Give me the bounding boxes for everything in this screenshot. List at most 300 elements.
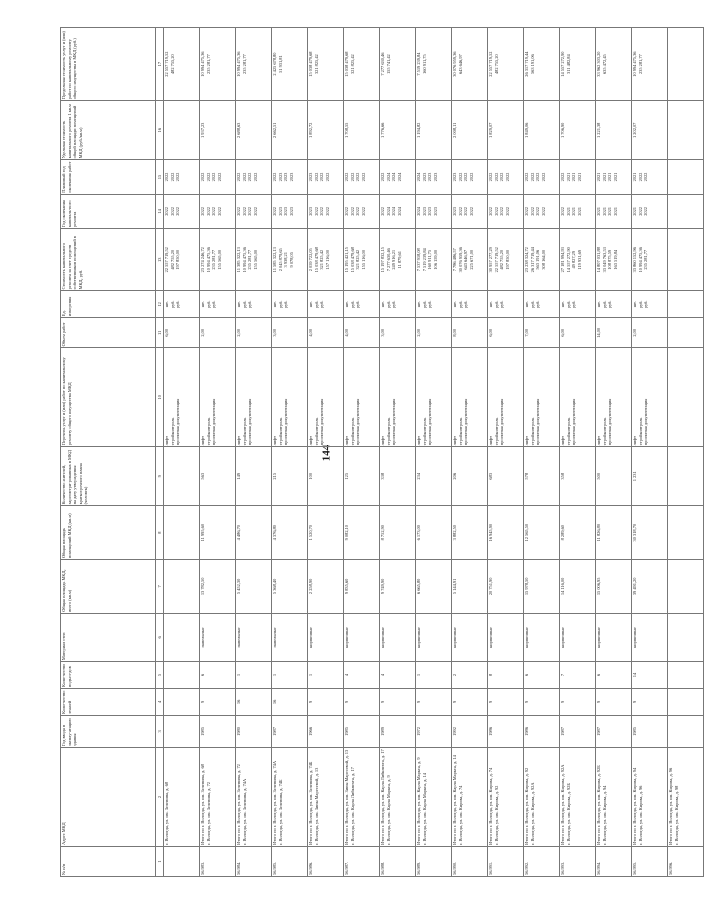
works-list-line: проектная документация	[607, 398, 612, 446]
years-list-line: 2023	[432, 207, 438, 216]
address-cell	[200, 748, 236, 847]
works-list-line: стройконтроль	[241, 417, 247, 446]
works-list	[164, 348, 200, 447]
works-list-line: проектная документация	[175, 398, 180, 446]
costs-list	[668, 229, 704, 291]
works-list-line: проектная документация	[211, 398, 216, 446]
units-list-line: руб.	[535, 300, 540, 309]
plan-years-list	[668, 160, 704, 194]
floors: 9	[524, 688, 560, 715]
column-index: 4	[156, 688, 164, 715]
floors	[668, 688, 704, 715]
plan-years-list-line: 2024	[391, 172, 396, 182]
table-row	[560, 28, 596, 877]
years-list-line: 2022	[169, 207, 175, 216]
limit-list-line: 14 557 272,90	[560, 51, 565, 77]
years-list-line: 2024	[396, 207, 402, 216]
plan-years-list	[200, 160, 236, 194]
wall-material	[164, 613, 200, 661]
works-list	[380, 348, 416, 447]
limit-list-line: 22 557 719,52	[488, 51, 493, 77]
entrances: 8	[488, 662, 524, 689]
plan-years-list-line: 2022	[247, 172, 252, 182]
address-cell	[632, 748, 668, 847]
entrances	[668, 662, 704, 689]
address-cell-line: г. Вологда, ул. им. Кирова, д. 92Б	[565, 783, 571, 845]
limit-list	[668, 28, 704, 101]
units-list-line: руб.	[283, 300, 288, 309]
address-cell-line: г. Вологда, ул. им. Зины Маресевой, д. 13	[313, 767, 319, 845]
plan-years-list-line: 2022	[529, 172, 535, 182]
limit-list-line: 635 472,45	[601, 54, 607, 75]
costs-list-line: 22 557 719,52	[164, 247, 169, 273]
limit-list-line: 30 076 959,36	[452, 51, 457, 77]
units-list-line: руб.	[463, 300, 468, 309]
limit-list-line: 7 519 239,84	[416, 52, 421, 76]
units-list-line: шт.	[488, 301, 493, 308]
costs-list-line: 11 585 322,13	[272, 247, 277, 273]
floors	[164, 688, 200, 715]
row-number: 56.993.	[560, 846, 596, 876]
works-list-line: лифт	[308, 435, 313, 446]
work-volume: 8,00	[452, 318, 488, 348]
table-row	[596, 28, 632, 877]
row-number: 56.984.	[236, 846, 272, 876]
limit-list	[416, 28, 452, 101]
years-list-line: 2022	[355, 207, 360, 216]
plan-years-list-line: 2022	[313, 172, 319, 182]
table-row	[416, 28, 452, 877]
table-row	[200, 28, 236, 877]
plan-years-list	[524, 160, 560, 194]
units-list-line: шт.	[452, 301, 457, 308]
address-cell-line: Итого по г. Вологда, ул. им. Кирова, д. 94	[632, 767, 637, 845]
column-index: 14	[156, 194, 164, 228]
rooms-area: 4 376,80	[272, 506, 308, 560]
works-list	[632, 348, 668, 447]
floors: 9	[200, 688, 236, 715]
years-list	[524, 194, 560, 228]
address-cell-line: Итого по г. Вологда, ул. им. Зеленина, д. 68	[200, 764, 205, 845]
years-list-line: 2022	[205, 207, 211, 216]
limit-list-line: 482 755,20	[493, 54, 499, 75]
unit-cost	[164, 101, 200, 160]
costs-list-line: 157 116,00	[324, 249, 330, 270]
years-list-line: 2022	[524, 207, 529, 216]
plan-years-list-line: 2022	[200, 172, 205, 182]
floors: 9	[488, 688, 524, 715]
costs-list-line: 155 565,00	[216, 249, 222, 270]
column-header: Удельная стоимость капитального ремонта 1 кв.м общей площади помещений МКД (руб./кв.м)	[61, 101, 156, 160]
unit-cost	[668, 101, 704, 160]
years-list-line: 2022	[349, 207, 355, 216]
work-volume: 3,00	[272, 318, 308, 348]
years-list-line: 2023	[452, 207, 457, 216]
years-list-line: 2022	[463, 207, 468, 216]
years-list-line: 2024	[385, 207, 391, 216]
unit-cost: 1 849,06	[524, 101, 560, 160]
column-index: 5	[156, 662, 164, 689]
works-list-line: проектная документация	[499, 398, 504, 446]
work-volume: 6,00	[164, 318, 200, 348]
years-list-line: 2021	[601, 207, 607, 216]
units-list	[236, 291, 272, 318]
units-list-line: руб.	[571, 300, 576, 309]
total-area: 5 144,91	[452, 560, 488, 614]
years-list-line: 2022	[488, 207, 493, 216]
year-built: 1987	[272, 715, 308, 747]
floors: 9	[596, 688, 632, 715]
rooms-area: 8 289,60	[560, 506, 596, 560]
costs-list-line: 22 557 719,52	[493, 247, 499, 273]
unit-cost: 1 194,82	[416, 101, 452, 160]
works-list-line: стройконтроль	[313, 417, 319, 446]
limit-list	[272, 28, 308, 101]
year-built	[164, 715, 200, 747]
unit-cost: 2 688,63	[236, 101, 272, 160]
limit-list-line: 321 825,42	[349, 54, 355, 75]
column-header: Адрес МКД	[61, 748, 156, 847]
units-list-line: руб.	[499, 300, 504, 309]
rooms-area	[164, 506, 200, 560]
units-list-line: шт.	[236, 301, 241, 308]
plan-years-list-line: 2021	[596, 172, 601, 182]
works-list	[200, 348, 236, 447]
residents	[668, 447, 704, 506]
table-row	[308, 28, 344, 877]
address-cell-line: Итого по г. Вологда, ул. им. Карла Либкнехта, д. 17	[380, 749, 385, 845]
wall-material: панельные	[200, 613, 236, 661]
total-area: 15 978,50	[524, 560, 560, 614]
entrances: 1	[236, 662, 272, 689]
entrances: 4	[344, 662, 380, 689]
table-row	[524, 28, 560, 877]
plan-years-list-line: 2021	[601, 172, 607, 182]
address-cell-line: Итого по г. Вологда, ул. им. Зеленина, д. 72	[236, 764, 241, 845]
costs-list	[632, 229, 668, 291]
costs-list-line: 15 195 421,15	[344, 247, 349, 273]
units-list-line: шт.	[596, 301, 601, 308]
entrances: 6	[524, 662, 560, 689]
units-list-line: руб.	[205, 300, 211, 309]
unit-cost: 1 829,07	[488, 101, 524, 160]
costs-list	[344, 229, 380, 291]
plan-years-list-line: 2024	[396, 172, 402, 182]
table-row	[344, 28, 380, 877]
years-list-line: 2021	[565, 207, 571, 216]
costs-list-line: 26 317 719,44	[529, 247, 535, 273]
plan-years-list-line: 2023	[308, 172, 313, 182]
works-list-line: проектная документация	[643, 398, 648, 446]
work-volume: 6,00	[488, 318, 524, 348]
plan-years-list-line: 2023	[283, 172, 288, 182]
costs-list-line: 30 076 959,36	[457, 247, 463, 273]
plan-years-list	[416, 160, 452, 194]
years-list-line: 2022	[344, 207, 349, 216]
costs-list-line: 10 994 475,36	[637, 247, 643, 273]
entrances: 1	[416, 662, 452, 689]
limit-list-line: 321 825,42	[313, 54, 319, 75]
row-number: 56.987.	[344, 846, 380, 876]
years-list-line: 2022	[200, 207, 205, 216]
unit-cost: 1 202,07	[632, 101, 668, 160]
table-row	[668, 28, 704, 877]
residents: 1 231	[632, 447, 668, 506]
plan-years-list-line: 2022	[205, 172, 211, 182]
wall-material	[668, 613, 704, 661]
units-list-line: руб.	[565, 300, 571, 309]
costs-list-line: 3 938,21	[283, 252, 288, 268]
wall-material: кирпичные	[596, 613, 632, 661]
plan-years-list-line: 2023	[452, 172, 457, 182]
wall-material: кирпичные	[308, 613, 344, 661]
units-list-line: руб.	[457, 300, 463, 309]
floors: 9	[452, 688, 488, 715]
limit-list-line: 643 646,97	[457, 54, 463, 75]
units-list-line: руб.	[211, 300, 216, 309]
works-list	[308, 348, 344, 447]
works-list-line: стройконтроль	[493, 417, 499, 446]
costs-list-line: 7 537 918,08	[416, 248, 421, 272]
column-header: Количество жителей, зарегистри-рованных в МКД на дату утверждения краткосрочного плана (человек)	[61, 447, 156, 506]
costs-list-line: 235 281,77	[643, 249, 648, 270]
years-list	[308, 194, 344, 228]
table-row	[236, 28, 272, 877]
limit-list-line: 235 281,77	[637, 54, 643, 75]
plan-years-list-line: 2022	[643, 172, 648, 182]
plan-years-list-line: 2022	[463, 172, 468, 182]
address-cell-line: Итого по г. Вологда, ул. им. Карла Маркса, д. 14	[452, 755, 457, 845]
costs-list-line: 321 825,42	[355, 249, 360, 270]
works-list-line: стройконтроль	[421, 417, 427, 446]
entrances: 6	[200, 662, 236, 689]
limit-list-line: 51 931,81	[277, 55, 283, 73]
wall-material: кирпичные	[344, 613, 380, 661]
years-list	[200, 194, 236, 228]
column-index: 6	[156, 613, 164, 661]
wall-material: кирпичные	[632, 613, 668, 661]
costs-list-line: 197 850,00	[504, 249, 510, 270]
works-list-line: лифт	[272, 435, 277, 446]
residents: 125	[344, 447, 380, 506]
limit-list-line: 10 994 475,36	[236, 51, 241, 77]
plan-years-list-line: 2022	[560, 172, 565, 182]
works-list-line: стройконтроль	[529, 417, 535, 446]
costs-list-line: 9 078,05	[288, 252, 294, 268]
works-list-line: проектная документация	[571, 398, 576, 446]
year-built: 1985	[632, 715, 668, 747]
table-row	[452, 28, 488, 877]
plan-years-list-line: 2021	[607, 172, 612, 182]
unit-cost: 1 708,55	[344, 101, 380, 160]
address-cell	[380, 748, 416, 847]
limit-list	[236, 28, 272, 101]
limit-list-line: 311 482,84	[565, 54, 571, 74]
years-list-line: 2021	[571, 207, 576, 216]
plan-years-list-line: 2023	[432, 172, 438, 182]
costs-list-line: 11 385 322,13	[236, 247, 241, 273]
residents: 100	[308, 447, 344, 506]
units-list-line: руб.	[169, 300, 175, 309]
works-list-line: стройконтроль	[385, 417, 391, 446]
work-volume: 6,00	[560, 318, 596, 348]
units-list-line: руб.	[385, 300, 391, 309]
address-cell-line: г. Вологда, ул. им. Зеленина, д. 68	[164, 781, 169, 845]
plan-years-list-line: 2022	[216, 172, 222, 182]
years-list-line: 2022	[247, 207, 252, 216]
costs-list-line: 163 519,84	[612, 249, 618, 270]
years-list-line: 2022	[504, 207, 510, 216]
plan-years-list-line: 2024	[385, 172, 391, 182]
years-list-line: 2021	[576, 207, 582, 216]
years-list-line: 2022	[175, 207, 180, 216]
work-volume	[668, 318, 704, 348]
row-number	[164, 846, 200, 876]
costs-list-line: 482 755,20	[499, 249, 504, 270]
address-cell	[416, 748, 452, 847]
row-number: 56.989.	[416, 846, 452, 876]
units-list	[164, 291, 200, 318]
costs-list-line: 7 277 630,46	[385, 248, 391, 272]
address-cell-line: г. Вологда, ул. им. Кирова, д. 92	[493, 785, 499, 845]
costs-list-line: 643 646,97	[463, 249, 468, 270]
units-list-line: руб.	[607, 300, 612, 309]
units-list-line: руб.	[601, 300, 607, 309]
costs-list-line: 15 038 479,68	[313, 247, 319, 273]
rooms-area: 11 995,60	[200, 506, 236, 560]
years-list-line: 2023	[427, 207, 432, 216]
address-cell-line: г. Вологда, ул. им. Кирова, д. 94	[601, 785, 607, 845]
works-list-line: проектная документация	[463, 398, 468, 446]
limit-list	[164, 28, 200, 101]
address-cell	[452, 748, 488, 847]
units-list	[596, 291, 632, 318]
limit-list-line: 15 038 479,68	[344, 51, 349, 77]
years-list-line: 2022	[499, 207, 504, 216]
units-list	[452, 291, 488, 318]
works-list-line: проектная документация	[355, 398, 360, 446]
years-list-line: 2023	[277, 207, 283, 216]
total-area: 13 782,50	[200, 560, 236, 614]
limit-list-line: 235 281,77	[205, 54, 211, 75]
years-list-line: 2022	[164, 207, 169, 216]
units-list-line: руб.	[247, 300, 252, 309]
column-header: Общая площадь помещений МКД (кв.м)	[61, 506, 156, 560]
residents: 234	[416, 447, 452, 506]
costs-list	[452, 229, 488, 291]
total-area: 20 751,90	[488, 560, 524, 614]
units-list-line: руб.	[427, 300, 432, 309]
entrances: 2	[452, 662, 488, 689]
plan-years-list-line: 2022	[540, 172, 546, 182]
years-list-line: 2022	[540, 207, 546, 216]
years-list-line: 2024	[391, 207, 396, 216]
column-header: Год ввода в эксплу-атацию здания	[61, 715, 156, 747]
plan-years-list	[164, 160, 200, 194]
address-cell-line: г. Вологда, ул. им. Кирова, д. 98	[673, 785, 679, 845]
wall-material: кирпичные	[488, 613, 524, 661]
limit-list-line: 563 191,06	[529, 54, 535, 75]
costs-list-line: 7 519 239,84	[421, 248, 427, 272]
works-list	[236, 348, 272, 447]
units-list	[524, 291, 560, 318]
costs-list-line: 119 931,69	[576, 249, 582, 270]
costs-list	[488, 229, 524, 291]
wall-material: панельные	[236, 613, 272, 661]
plan-years-list	[488, 160, 524, 194]
limit-list-line: 482 755,20	[169, 54, 175, 75]
unit-cost: 1 776,66	[380, 101, 416, 160]
plan-years-list-line: 2022	[360, 172, 366, 182]
costs-list-line: 155 565,00	[252, 249, 258, 270]
years-list-line: 2022	[643, 207, 648, 216]
wall-material: кирпичные	[560, 613, 596, 661]
year-built: 1987	[560, 715, 596, 747]
costs-list-line: 11 879,61	[396, 251, 402, 269]
plan-years-list-line: 2022	[169, 172, 175, 182]
limit-list-line: 235 281,77	[241, 54, 247, 75]
row-number: 56.996.	[668, 846, 704, 876]
rotated-page	[60, 27, 679, 877]
column-index: 12	[156, 291, 164, 318]
costs-list-line: 197 850,00	[175, 249, 180, 270]
years-list-line: 2021	[612, 207, 618, 216]
works-list-line: проектная документация	[247, 398, 252, 446]
limit-list	[524, 28, 560, 101]
page-number-text: 144	[320, 444, 332, 461]
plan-years-list-line: 2022	[344, 172, 349, 182]
plan-years-list-line: 2022	[637, 172, 643, 182]
table-body	[164, 28, 704, 877]
years-list	[632, 194, 668, 228]
units-list	[488, 291, 524, 318]
entrances: 7	[560, 662, 596, 689]
units-list	[416, 291, 452, 318]
years-list-line: 2021	[596, 207, 601, 216]
row-number: 56.983.	[200, 846, 236, 876]
year-built: 1972	[416, 715, 452, 747]
years-list-line: 2022	[529, 207, 535, 216]
floors: 9	[560, 688, 596, 715]
plan-years-list-line: 2022	[319, 172, 324, 182]
address-cell-line: г. Вологда, ул. им. Кирова, д. 74	[457, 785, 463, 845]
year-built: 1989	[380, 715, 416, 747]
costs-list	[236, 229, 272, 291]
years-list-line: 2022	[216, 207, 222, 216]
floors: 9	[380, 688, 416, 715]
costs-list	[560, 229, 596, 291]
years-list-line: 2021	[632, 207, 637, 216]
address-cell-line: Итого по г. Вологда, ул. им. Кирова, д. 92Б	[596, 765, 601, 845]
costs-list	[596, 229, 632, 291]
units-list-line: шт.	[560, 301, 565, 308]
plan-years-list-line: 2022	[236, 172, 241, 182]
rooms-area: 9 082,10	[344, 506, 380, 560]
years-list	[164, 194, 200, 228]
plan-years-list-line: 2022	[493, 172, 499, 182]
works-list	[488, 348, 524, 447]
units-list	[308, 291, 344, 318]
units-list-line: руб.	[529, 300, 535, 309]
units-list-line: шт.	[308, 301, 313, 308]
total-area: 6 665,80	[416, 560, 452, 614]
limit-list-line: 2 425 678,80	[272, 52, 277, 76]
floors: 9	[632, 688, 668, 715]
entrances	[164, 662, 200, 689]
column-header: Материал стен	[61, 613, 156, 661]
plan-years-list-line: 2023	[421, 172, 427, 182]
address-cell	[560, 748, 596, 847]
